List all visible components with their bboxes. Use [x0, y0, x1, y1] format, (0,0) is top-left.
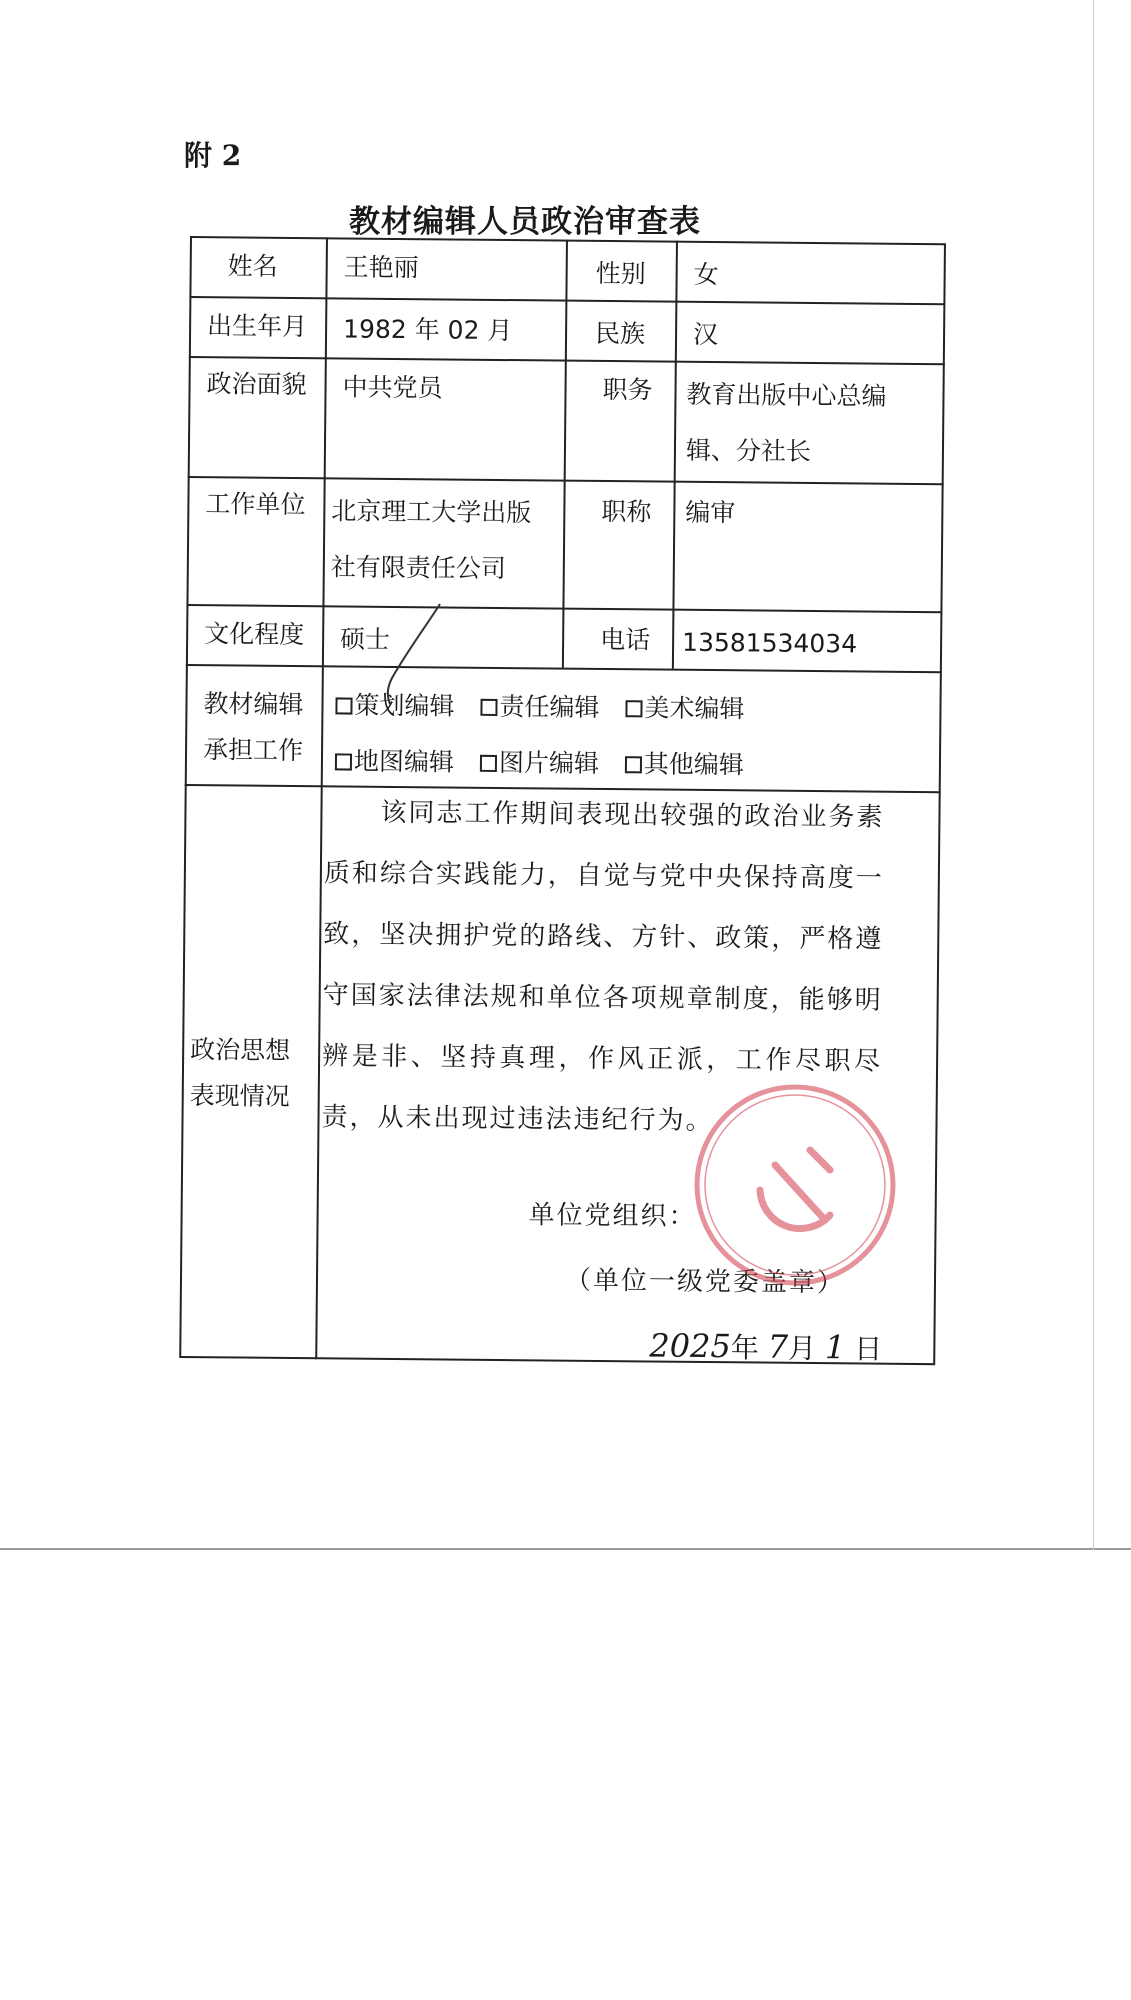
political-status-value: 中共党员 — [342, 372, 443, 403]
option-map-editor[interactable]: 地图编辑 — [335, 741, 454, 778]
document-title: 教材编辑人员政治审查表 — [349, 204, 701, 240]
political-status-label: 政治面貌 — [206, 369, 307, 400]
option-image-editor[interactable]: 图片编辑 — [480, 743, 599, 780]
gender-label: 性别 — [595, 258, 646, 289]
checkbox-icon — [335, 697, 352, 714]
attachment-label: 附 2 — [184, 139, 242, 172]
option-planning-editor[interactable]: 策划编辑 — [335, 685, 454, 722]
gender-value: 女 — [693, 259, 719, 290]
pen-stroke — [378, 600, 448, 710]
checkbox-icon — [480, 755, 497, 772]
name-label: 姓名 — [227, 251, 278, 281]
education-label: 文化程度 — [204, 619, 305, 650]
employer-label: 工作单位 — [205, 489, 306, 520]
position-value-line-2: 辑、分社长 — [685, 435, 812, 466]
title-value: 编审 — [685, 497, 736, 528]
phone-label: 电话 — [600, 624, 651, 655]
title-label: 职称 — [601, 496, 652, 527]
checkbox-icon — [335, 753, 352, 770]
work-label-line-2: 承担工作 — [202, 735, 304, 766]
opinion-label-line-2: 表现情况 — [189, 1081, 290, 1111]
seal-instruction: （单位一级党委盖章） — [564, 1265, 846, 1299]
date-day: 1 — [824, 1328, 846, 1367]
position-value-line-1: 教育出版中心总编 — [686, 379, 887, 411]
work-options-row-2 — [335, 741, 762, 781]
opinion-text: 该同志工作期间表现出较强的政治业务素质和综合实践能力，自觉与党中央保持高度一致，坚决拥护党的路线、方针、政策，严格遵守国家法律法规和单位各项规章制度，能够明辨是非、坚持真理，作风正派，工作尽职尽责，从未出现过违法违纪行为。 — [321, 797, 885, 1137]
scan-side-edge — [1093, 0, 1094, 1550]
signing-organization-label: 单位党组织： — [528, 1200, 697, 1232]
position-label: 职务 — [602, 374, 653, 405]
date-year: 2025 — [649, 1326, 731, 1366]
option-other-editor[interactable]: 其他编辑 — [625, 744, 744, 781]
checkbox-icon — [480, 699, 497, 716]
option-art-editor[interactable]: 美术编辑 — [625, 688, 744, 725]
employer-value-line-2: 社有限责任公司 — [330, 552, 506, 584]
birth-value: 1982 年 02 月 — [342, 314, 513, 346]
birth-label: 出生年月 — [207, 311, 308, 342]
option-responsible-editor[interactable]: 责任编辑 — [480, 687, 599, 724]
name-value: 王艳丽 — [343, 252, 419, 283]
education-value: 硕士 — [339, 624, 391, 654]
checkbox-icon — [625, 700, 642, 717]
phone-value: 13581534034 — [681, 627, 858, 659]
opinion-label-line-1: 政治思想 — [190, 1035, 291, 1065]
work-label-line-1: 教材编辑 — [203, 689, 304, 720]
ethnicity-label: 民族 — [594, 318, 646, 349]
signature-date: 2025年 7月 1 日 — [649, 1326, 883, 1367]
ethnicity-value: 汉 — [692, 319, 719, 350]
checkbox-icon — [625, 756, 642, 773]
employer-value-line-1: 北京理工大学出版 — [331, 496, 532, 528]
party-committee-seal — [690, 1080, 900, 1290]
date-month: 7 — [767, 1327, 789, 1366]
